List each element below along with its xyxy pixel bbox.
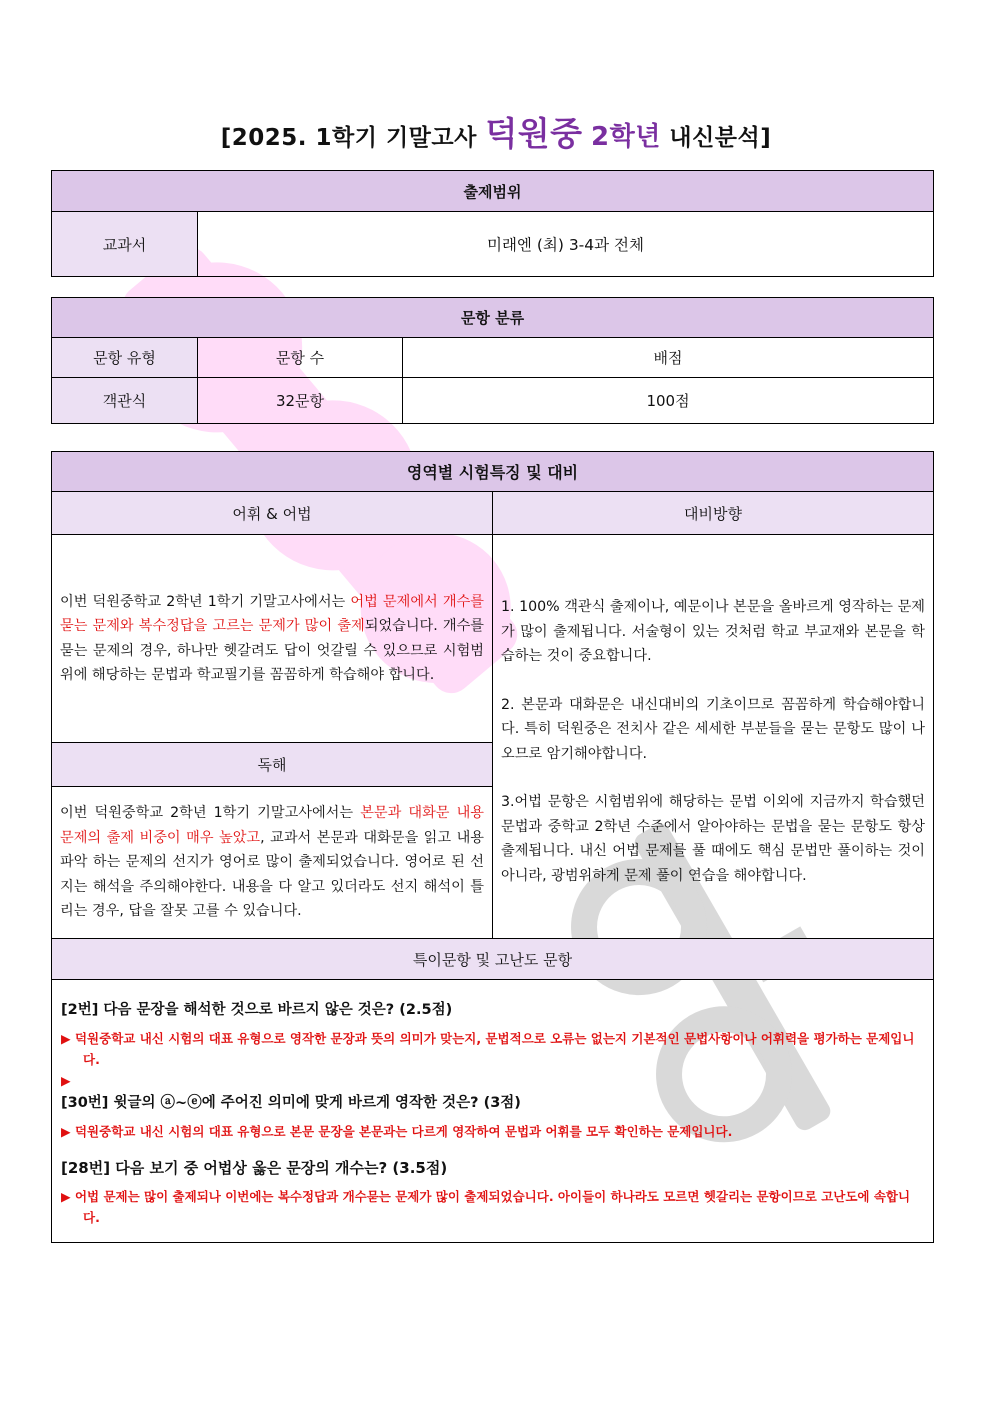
col-score: 배점 (403, 338, 934, 378)
special-item-1 (61, 998, 925, 1070)
col-count: 문항 수 (198, 338, 403, 378)
special-item-2 (61, 1070, 925, 1091)
special-header: 특이문항 및 고난도 문항 (52, 939, 934, 980)
scope-value: 미래엔 (최) 3-4과 전체 (198, 212, 934, 277)
strategy-point-1: 1. 100% 객관식 출제이나, 예문이나 본문을 올바르게 영작하는 문제가 많이 출제됩니다. 서술형이 있는 것처럼 학교 부교재와 본문을 학습하는 것이 중요합니다. (501, 599, 925, 664)
reading-highlight: 본문과 대화문 내용 문제의 출제 비중이 매우 높았고 (60, 805, 485, 846)
cell-count: 32문항 (198, 378, 403, 424)
special-body (52, 980, 934, 1243)
features-header: 영역별 시험특징 및 대비 (52, 452, 934, 492)
special-desc-3: ▶ 덕원중학교 내신 시험의 대표 유형으로 본문 문장을 본문과는 다르게 영작하여 문법과 어휘를 모두 확인하는 문제입니다. (61, 1124, 733, 1139)
special-question-1: [2번] 다음 문장을 해석한 것으로 바르지 않은 것은? (2.5점) (61, 1002, 453, 1018)
special-item-4 (61, 1156, 925, 1228)
scope-table (51, 170, 934, 277)
col-type: 문항 유형 (52, 338, 198, 378)
title-prefix: [2025. 1학기 기말고사 (220, 125, 477, 151)
cell-score: 100점 (403, 378, 934, 424)
vocab-grammar-header: 어휘 & 어법 (52, 492, 493, 535)
strategy-text (493, 535, 934, 939)
features-table (51, 451, 934, 1243)
special-desc-2: ▶ (61, 1073, 71, 1088)
classification-header: 문항 분류 (52, 298, 934, 338)
strategy-header: 대비방향 (493, 492, 934, 535)
title-grade: 2학년 (591, 122, 661, 152)
title-suffix: 내신분석] (669, 125, 772, 151)
reading-text: 이번 덕원중학교 2학년 1학기 기말고사에서는 본문과 대화문 내용 문제의 출제 비중이 매우 높았고, 교과서 본문과 대화문을 읽고 내용파악 하는 문제의 선지가 영어로 많이 출제되었습니다. 영어로 된 선지는 해석을 주의해야한다. 내용을 다 알고 있더라도 선지 해석이 틀리는 경우, 답을 잘못 고를 수 있습니다. (52, 787, 493, 939)
cell-type: 객관식 (52, 378, 198, 424)
vocab-grammar-text: 이번 덕원중학교 2학년 1학기 기말고사에서는 어법 문제에서 개수를 묻는 문제와 복수정답을 고르는 문제가 많이 출제되었습니다. 개수를 묻는 문제의 경우, 하나만 헷갈려도 답이 엇갈릴 수 있으므로 시험범위에 해당하는 문법과 학교필기를 꼼꼼하게 학습해야 합니다. (52, 535, 493, 743)
special-question-4: [28번] 다음 보기 중 어법상 옳은 문장의 개수는? (3.5점) (61, 1159, 448, 1177)
special-question-3: [30번] 윗글의 ⓐ~ⓔ에 주어진 의미에 맞게 바르게 영작한 것은? (3점) (61, 1095, 521, 1111)
vocab-grammar-highlight: 어법 문제에서 개수를 묻는 문제와 복수정답을 고르는 문제가 많이 출제 (60, 593, 484, 634)
classification-table (51, 297, 934, 424)
reading-header: 독해 (52, 743, 493, 787)
strategy-point-3: 3.어법 문항은 시험범위에 해당하는 문법 이외에 지금까지 학습했던 문법과 중학교 2학년 수준에서 알아야하는 문법을 묻는 문항도 항상 출제됩니다. 내신 어법 문제를 풀 때에도 핵심 문법만 풀이하는 것이 아니라, 광범위하게 문제 풀이 연습을 해야합니다. (501, 794, 925, 884)
page-title (0, 108, 992, 155)
strategy-point-2: 2. 본문과 대화문은 내신대비의 기초이므로 꼼꼼하게 학습해야합니다. 특히 덕원중은 전치사 같은 세세한 부분들을 묻는 문항도 많이 나오므로 암기해야합니다. (501, 696, 925, 762)
scope-header: 출제범위 (52, 171, 934, 212)
special-desc-4: ▶ 어법 문제는 많이 출제되나 이번에는 복수정답과 개수묻는 문제가 많이 출제되었습니다. 아이들이 하나라도 모르면 헷갈리는 문항이므로 고난도에 속합니다. (61, 1189, 911, 1225)
scope-label: 교과서 (52, 212, 198, 277)
special-desc-1: ▶ 덕원중학교 내신 시험의 대표 유형으로 영작한 문장과 뜻의 의미가 맞는지, 문법적으로 오류는 없는지 기본적인 문법사항이나 어휘력을 평가하는 문제입니다. (61, 1031, 915, 1067)
special-item-3 (61, 1091, 925, 1142)
title-school: 덕원중 (485, 114, 583, 153)
